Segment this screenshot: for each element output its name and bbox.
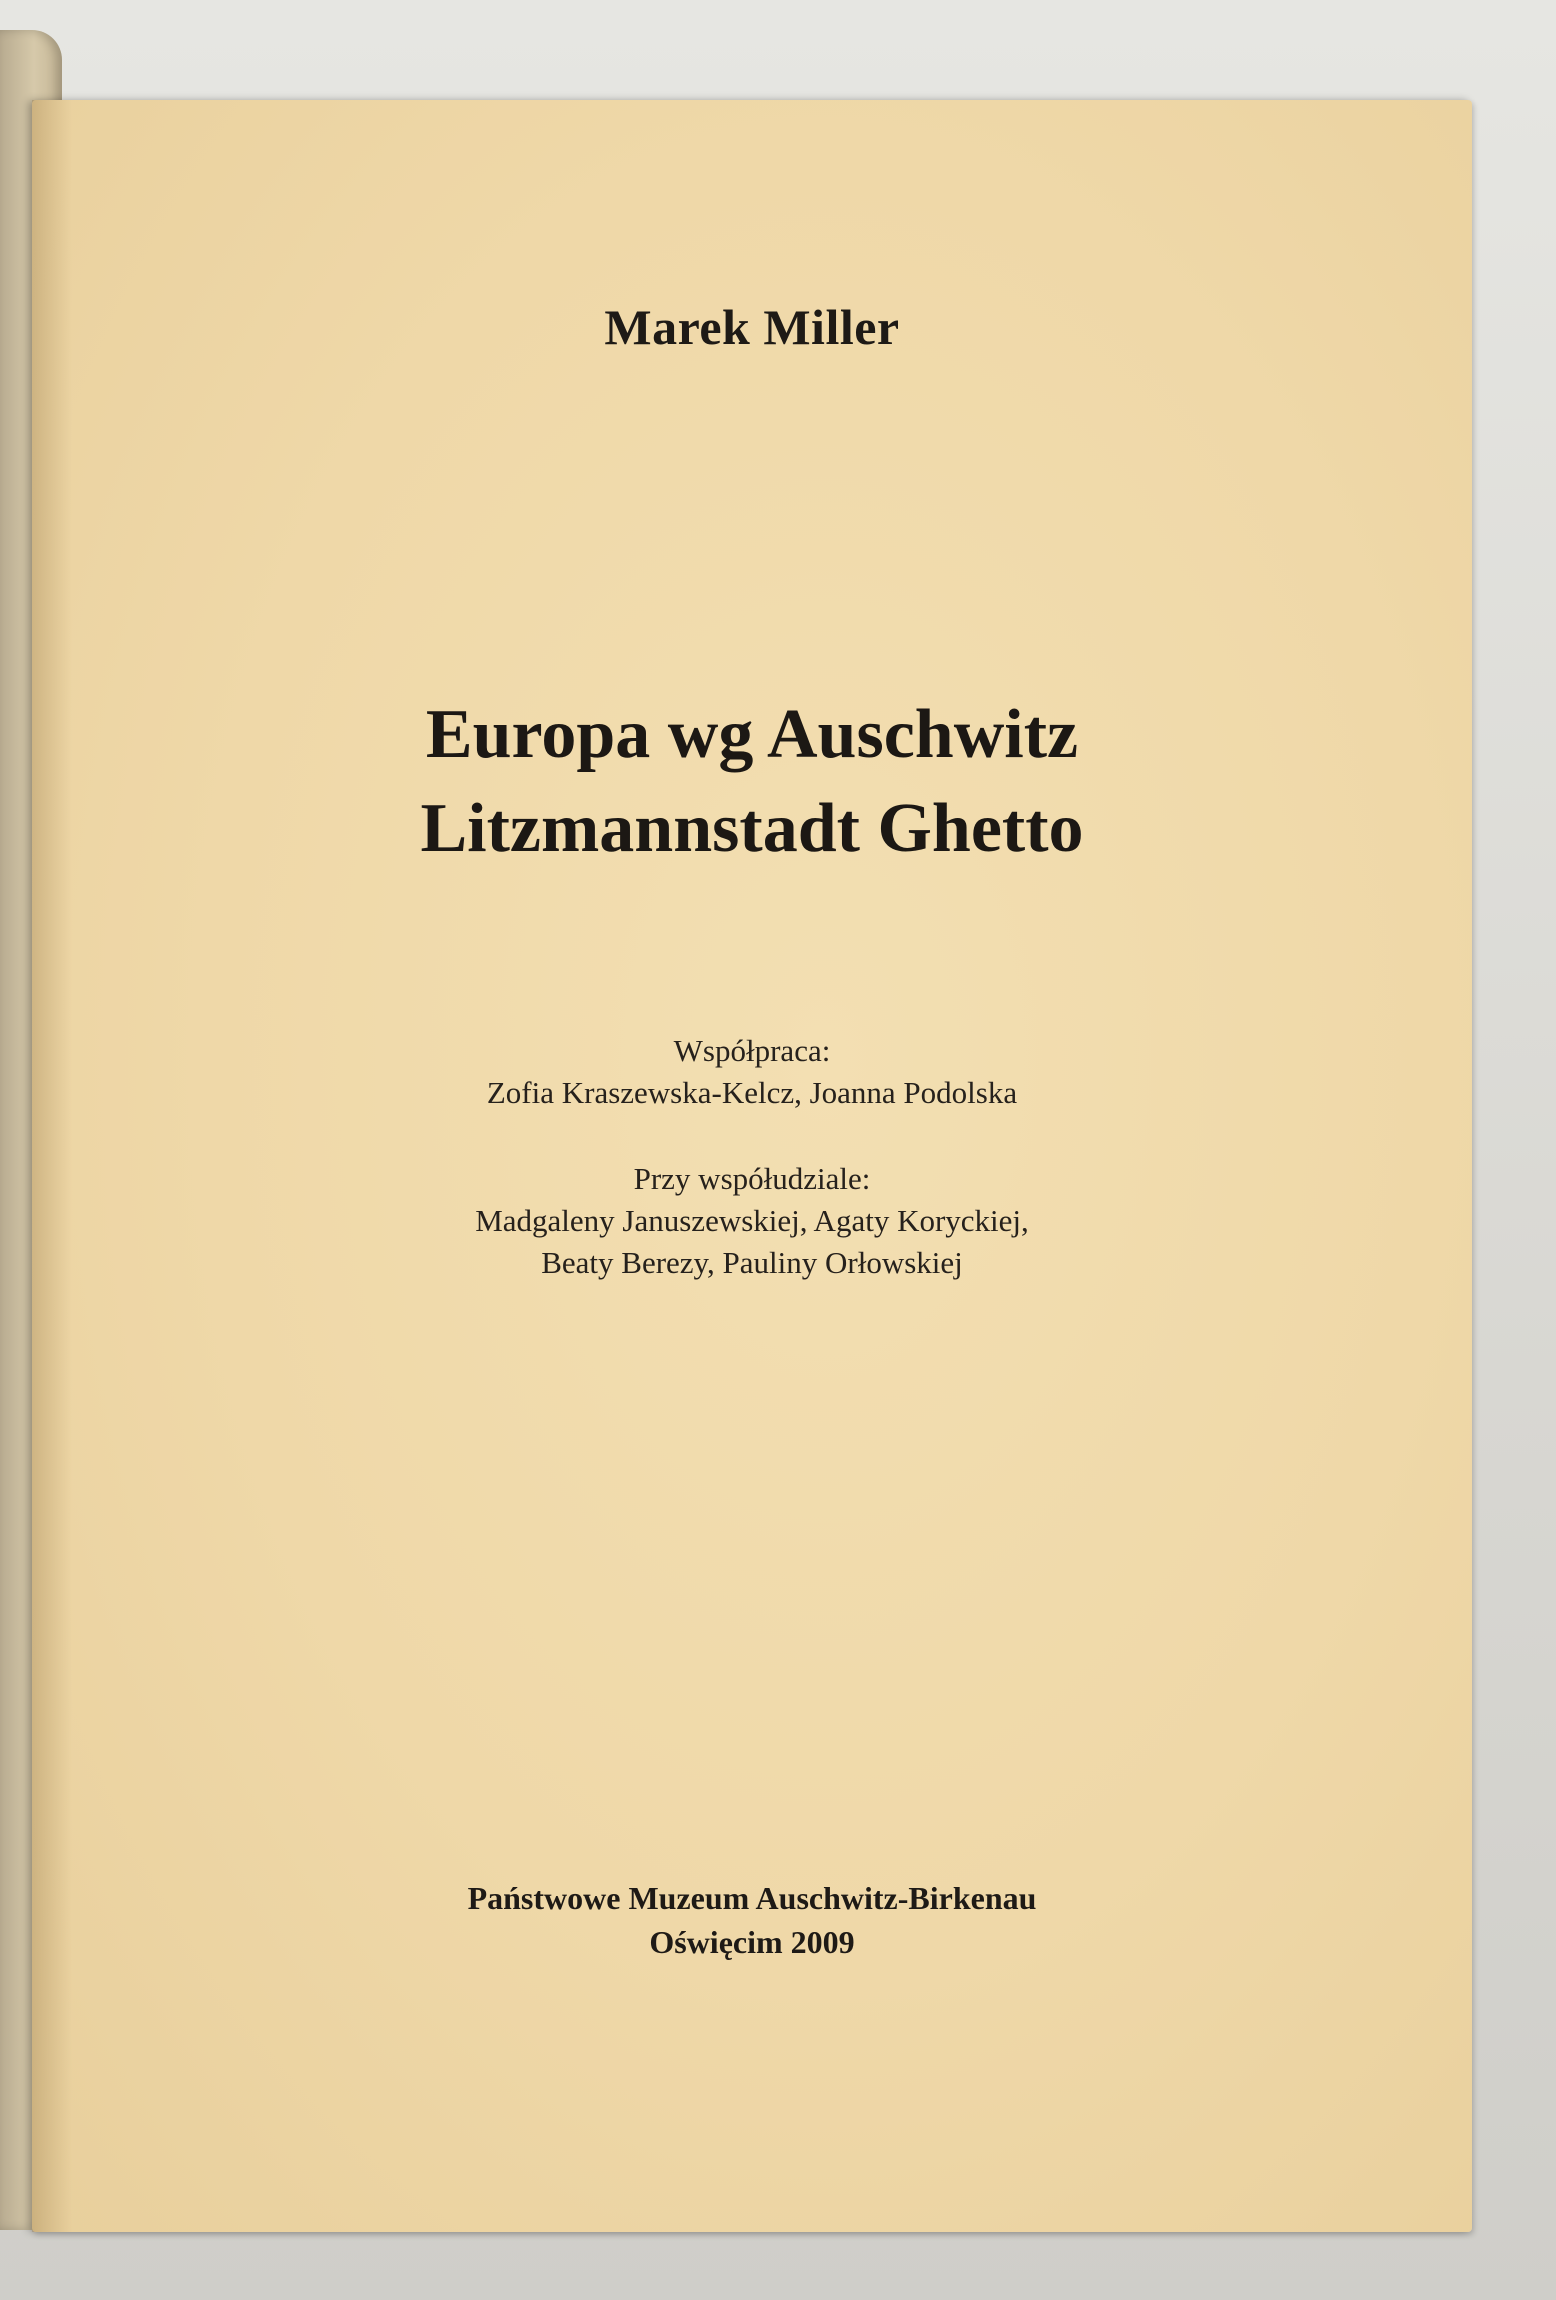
collaboration-label: Współpraca: (673, 1033, 831, 1068)
participants-line-2: Beaty Berezy, Pauliny Orłowskiej (541, 1245, 963, 1280)
book-title-line-1: Europa wg Auschwitz (425, 696, 1079, 773)
publisher-name: Państwowe Muzeum Auschwitz-Birkenau (467, 1880, 1037, 1916)
title-page (32, 100, 1472, 2232)
collaborators-list: Zofia Kraszewska-Kelcz, Joanna Podolska (486, 1075, 1018, 1110)
participants-line-1: Madgaleny Januszewskiej, Agaty Koryckiej, (475, 1203, 1029, 1238)
author-name: Marek Miller (604, 299, 900, 355)
publication-place-year: Oświęcim 2009 (649, 1924, 855, 1960)
book-title-line-2: Litzmannstadt Ghetto (420, 790, 1084, 867)
participation-label: Przy współudziale: (633, 1161, 871, 1196)
